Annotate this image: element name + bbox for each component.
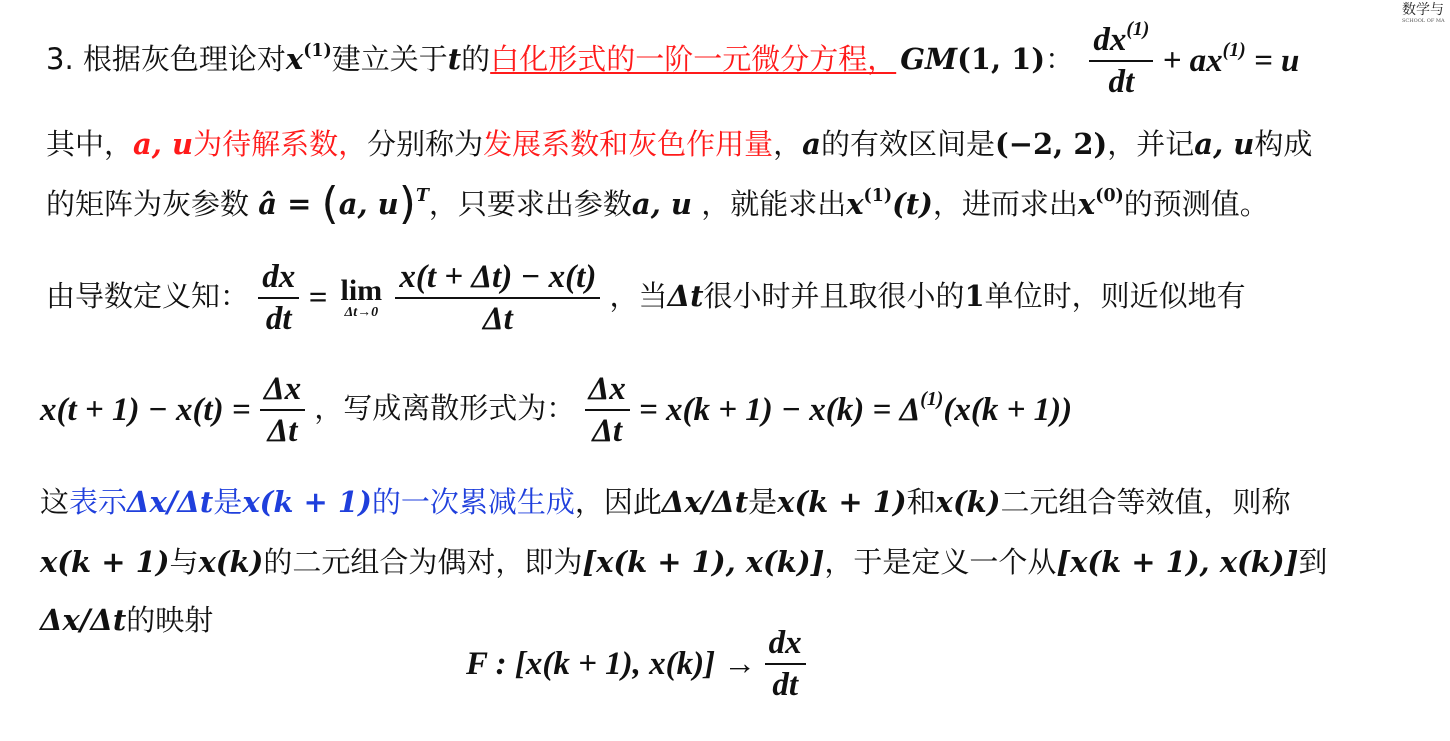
a-symbol: a xyxy=(802,127,821,161)
au-params: a, u xyxy=(631,187,692,221)
delta-fraction-2: $\frac{\Delta x}{\Delta t}$ xyxy=(585,371,630,449)
line2-mid3: ，并记 xyxy=(1107,127,1195,161)
limit-operator: lim Δt→0 xyxy=(340,274,383,320)
xk1-pair: x(k + 1) xyxy=(40,545,170,579)
line-4-derivative-definition xyxy=(46,256,1246,338)
x1t-symbol: x xyxy=(846,187,864,221)
coefficient-label-red: 为待解系数， xyxy=(193,127,368,161)
mapping-fraction: $\frac{dx}{dt}$ xyxy=(765,625,806,703)
line7-t2: 的二元组合为偶对，即为 xyxy=(263,545,583,579)
mapping-lhs: F : [x(k + 1), x(k)] → xyxy=(466,646,765,682)
logo-title: 数学与 xyxy=(1402,2,1444,18)
pair-bracket-1: [x(k + 1), x(k)] xyxy=(582,545,825,579)
dx1-numerator: $dx^{(1)}$ xyxy=(1089,22,1153,62)
line3-tail: 的预测值。 xyxy=(1123,187,1269,221)
line6-mid: ，因此 xyxy=(574,485,662,519)
line4-tail: 单位时，则近似地有 xyxy=(984,279,1246,313)
line4-mid2: 很小时并且取很小的 xyxy=(703,279,965,313)
parameter-vector: a, u xyxy=(338,187,399,221)
line4-mid: ，当 xyxy=(609,279,668,313)
dx-dt-fraction: $\frac{dx}{dt}$ xyxy=(258,259,299,337)
logo-subtitle: SCHOOL OF MA xyxy=(1402,18,1445,24)
au-symbols: a, u xyxy=(1194,127,1255,161)
delta-ratio-mapping: Δx/Δt xyxy=(40,603,127,637)
line-9-mapping-formula xyxy=(466,622,806,704)
blue-text-1: 表示 xyxy=(69,485,128,519)
delta-ratio: Δx/Δt xyxy=(661,485,749,519)
line6-prefix: 这 xyxy=(40,485,70,519)
line1-rhs: + $ax^{(1)} = u$ xyxy=(1162,39,1300,79)
difference-quotient-fraction: $\frac{x(t + \Delta t) - x(t)}{\Delta t}$ xyxy=(395,259,600,337)
line3-eq: = xyxy=(277,187,322,221)
x1-symbol: x xyxy=(285,42,304,76)
line2-tail: 构成 xyxy=(1254,127,1313,161)
line-8-mapping-intro xyxy=(40,600,213,640)
line3-mid3: ，进而求出 xyxy=(932,187,1078,221)
line2-mid: 分别称为 xyxy=(367,127,484,161)
school-logo xyxy=(1402,2,1450,24)
pair-bracket-2: [x(k + 1), x(k)] xyxy=(1056,545,1299,579)
line6-mid3: 和 xyxy=(906,485,936,519)
xk1: x(k + 1) xyxy=(777,485,907,519)
line-2-coefficients xyxy=(46,124,1312,164)
blue-delta-ratio: Δx/Δt xyxy=(127,485,214,519)
blue-text-2: 是 xyxy=(213,485,243,519)
line5-rhs: = $x(k + 1) - x(k) = \Delta^{(1)}(x(k + 1))$ xyxy=(638,388,1073,428)
line7-t1: 与 xyxy=(169,545,199,579)
line2-prefix: 其中， xyxy=(46,127,134,161)
line-1-gm-equation xyxy=(46,18,1300,100)
xk-pair: x(k) xyxy=(198,545,264,579)
line5-lhs: x(t + 1) − x(t) = xyxy=(40,392,251,428)
gm-symbol: GM xyxy=(900,42,958,76)
line3-mid: ，只要求出参数 xyxy=(428,187,632,221)
whitening-equation-highlight: 白化形式的一阶一元微分方程， xyxy=(490,42,897,76)
line6-tail: 二元组合等效值，则称 xyxy=(1000,485,1291,519)
au-symbols-red: a, u xyxy=(133,127,194,161)
one-unit: 1 xyxy=(964,279,985,313)
development-coefficient-label: 发展系数和灰色作用量 xyxy=(483,127,774,161)
line2-comma: ， xyxy=(773,127,803,161)
line7-t3: ，于是定义一个从 xyxy=(824,545,1057,579)
line4-prefix: 由导数定义知： xyxy=(46,279,250,313)
line4-eq: = xyxy=(308,280,328,316)
line1-prefix: 3. 根据灰色理论对 xyxy=(46,42,286,76)
line1-colon: ： xyxy=(1045,42,1075,76)
line-7-pair xyxy=(40,542,1327,582)
x0-symbol: x xyxy=(1077,187,1096,221)
blue-xk1: x(k + 1) xyxy=(242,485,372,519)
line2-mid2: 的有效区间是 xyxy=(820,127,995,161)
line6-mid2: 是 xyxy=(748,485,778,519)
line8-tail: 的映射 xyxy=(126,603,214,637)
line1-mid2: 的 xyxy=(461,42,491,76)
interval-value: (−2, 2) xyxy=(994,127,1108,161)
transpose-sup: T xyxy=(415,185,429,206)
line1-mid1: 建立关于 xyxy=(331,42,448,76)
t-symbol: t xyxy=(447,42,462,76)
line3-prefix: 的矩阵为灰参数 xyxy=(46,187,259,221)
line7-t4: 到 xyxy=(1298,545,1328,579)
line-3-grey-parameter: 的矩阵为灰参数 â = (a, u)$^T$，只要求出参数a, u ，就能求出$x^{(1)}(t)$，进而求出$x^{(0)}$的预测值。 xyxy=(46,178,1269,229)
line5-mid: ，写成离散形式为： xyxy=(314,391,576,425)
dx1-dt-fraction xyxy=(1089,18,1153,100)
ahat-symbol: â xyxy=(258,187,278,221)
x1-sup: (1) xyxy=(303,40,332,61)
xk: x(k) xyxy=(935,485,1001,519)
line3-mid2: ，就能求出 xyxy=(691,187,847,221)
delta-t-symbol: Δt xyxy=(667,279,704,313)
line-5-discrete-form xyxy=(40,368,1072,450)
dt-denominator: dt xyxy=(1108,64,1135,100)
blue-text-3: 的一次累减生成 xyxy=(371,485,575,519)
gm-args: (1, 1) xyxy=(957,42,1046,76)
delta-fraction-1: $\frac{\Delta x}{\Delta t}$ xyxy=(260,371,305,449)
line-6-accumulated-subtraction xyxy=(40,482,1291,522)
